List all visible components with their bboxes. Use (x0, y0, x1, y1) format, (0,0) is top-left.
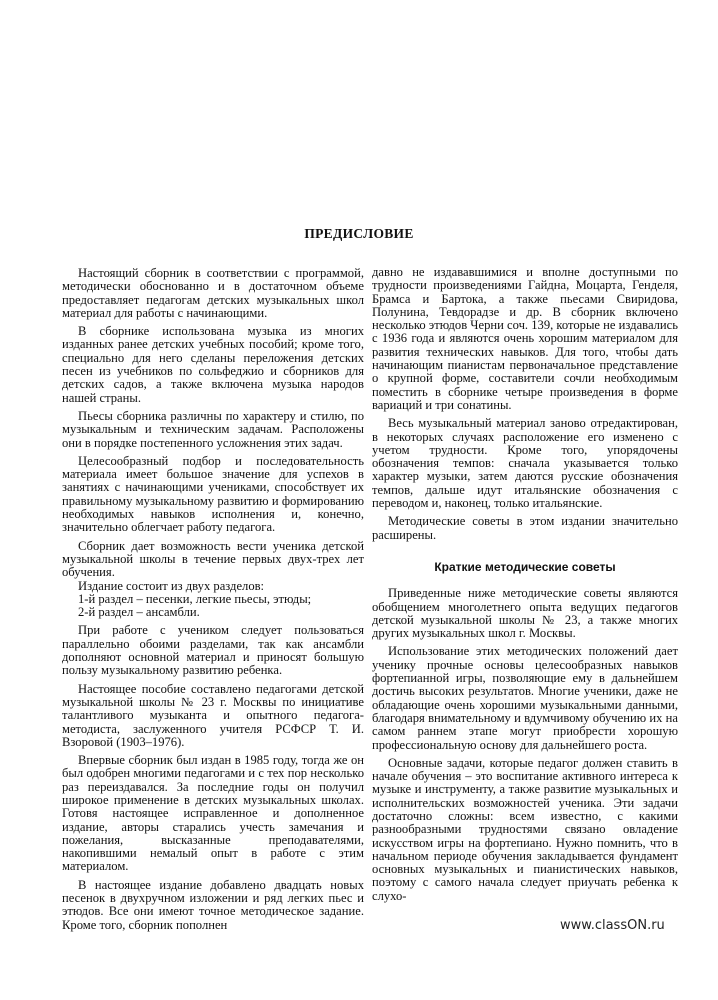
paragraph: Целесообразный подбор и последовательность материала имеет большое значение для успехов в занятиях с начинающими учениками, способствует их правильному музыкальному развитию и формированию необходимых навыков исполнения и, конечно, значительно облегчает работу педагога. (62, 453, 364, 535)
paragraph: Впервые сборник был издан в 1985 году, тогда же он был одобрен многими педагогами и с тех пор несколько раз переиздавался. За последние годы он получил широкое применение в детских музыкальных школах. Готовя настоящее исправленное и дополненное издание, авторы старались учесть замечания и пожелания, высказанные преподавателями, накопившими немалый опыт в работе с этим материалом. (62, 753, 364, 874)
paragraph: Издание состоит из двух разделов: (78, 578, 265, 593)
section-heading: Краткие методические советы (434, 559, 616, 574)
list-item: 1-й раздел – песенки, легкие пьесы, этюды; (78, 591, 312, 606)
paragraph: Настоящий сборник в соответствии с программой, методически обоснованно и в достаточном объеме предоставляет педагогам детских музыкальных школ материал для работы с начинающими. (62, 266, 364, 320)
paragraph: Методические советы в этом издании значительно расширены. (372, 514, 678, 542)
paragraph: Весь музыкальный материал заново отредактирован, в некоторых случаях расположение его изменено с учетом трудности. Кроме того, упорядочены обозначения темпов: сначала указывается только характер музыки, затем даются русские обозначения темпов, дальше идут итальянские обозначения с переводом и, наконец, только итальянские. (372, 416, 678, 511)
paragraph: В сборнике использована музыка из многих изданных ранее детских учебных пособий; кроме того, специально для него сделаны переложения детских песен из учебников по сольфеджио и сборников для детских садов, а также включена музыка народов нашей страны. (62, 324, 364, 405)
paragraph: При работе с учеником следует пользоваться параллельно обоими разделами, так как ансамбли дополняют основной материал и приносят большую пользу музыкальному развитию ребенка. (62, 623, 364, 678)
page-title: ПРЕДИСЛОВИЕ (304, 226, 414, 241)
paragraph: Приведенные ниже методические советы являются обобщением многолетнего опыта ведущих педагогов детской музыкальной школы № 23, а также многих других музыкальных школ г. Москвы. (372, 586, 678, 641)
paragraph: Использование этих методических положений дает ученику прочные основы целесообразных навыков фортепианной игры, позволяющие ему в дальнейшем достичь высоких результатов. Многие ученики, даже не обладающие очень хорошими музыкальными данными, благодаря внимательному и вдумчивому обучению их на самом раннем этапе могут приобрести хорошую профессиональную основу для дальнейшего роста. (372, 644, 678, 752)
paragraph: давно не издававшимися и вполне доступными по трудности произведениями Гайдна, Моцарта, Генделя, Брамса и Бартока, а также пьесами Свиридова, Полунина, Тевдорадзе и др. В сборник включено несколько этюдов Черни соч. 139, которые не издавались с 1936 года и являются очень хорошим материалом для развития технических навыков. Для того, чтобы дать начинающим пианистам первоначальное представление о крупной форме, составители сочли необходимым поместить в сборнике четыре произведения в форме вариаций и три сонатины. (372, 265, 678, 412)
paragraph: Основные задачи, которые педагог должен ставить в начале обучения – это воспитание активного интереса к музыке и инструменту, а также развитие музыкальных и исполнительских возможностей ученика. Эти задачи достаточно сложны: всем известно, с какими разнообразными трудностями связано овладение искусством игры на фортепиано. Нужно помнить, что в начальном периоде обучения закладывается фундамент основных музыкальных и пианистических навыков, поэтому с самого начала следует приучать ребенка к слухо- (372, 755, 678, 903)
paragraph: Настоящее пособие составлено педагогами детской музыкальной школы № 23 г. Москвы по инициативе талантливого музыканта и опытного педагога-методиста, заслуженного учителя РСФСР Т. И. Взоровой (1903–1976). (62, 681, 364, 749)
paragraph: Сборник дает возможность вести ученика детской музыкальной школы в течение первых двух-трех лет обучения. (62, 538, 364, 580)
paragraph: В настоящее издание добавлено двадцать новых песенок в двухручном изложении и ряд легких пьес и этюдов. Все они имеют точное методическое задание. Кроме того, сборник пополнен (62, 877, 364, 932)
list-item: 2-й раздел – ансамбли. (78, 605, 200, 620)
paragraph: Пьесы сборника различны по характеру и стилю, по музыкальным и техническим задачам. Расположены они в порядке постепенного усложнения этих задач. (62, 408, 364, 450)
left-column (62, 267, 364, 932)
watermark-url: www.classON.ru (560, 918, 665, 933)
right-column (372, 266, 678, 903)
